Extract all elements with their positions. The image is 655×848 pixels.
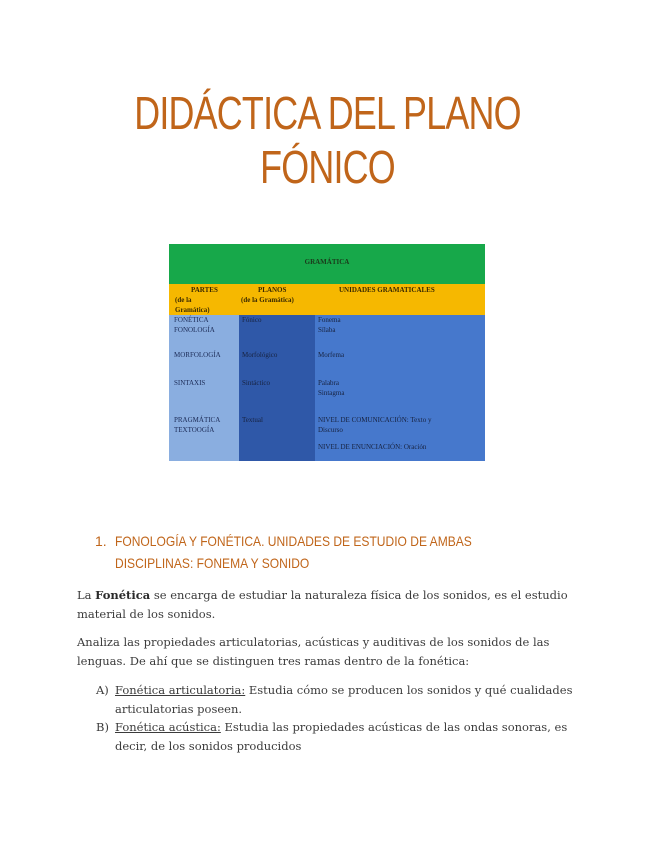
cell-morfologico: Morfológico [242, 351, 278, 359]
list-text [115, 718, 580, 756]
subheader-de-la: (de la [175, 296, 192, 304]
subheader-de-la-gramatica: (de la Gramática) [241, 296, 294, 304]
list-term: Fonética articulatoria: [115, 683, 246, 697]
subheader-planos: PLANOS [258, 286, 287, 294]
cell-sintagma: Sintagma [318, 389, 345, 397]
table-header: GRAMÁTICA [169, 244, 485, 284]
cell-fonico: Fónico [242, 316, 262, 324]
list-marker: A) [96, 683, 109, 697]
cell-morfema: Morfema [318, 351, 345, 359]
paragraph-rest: se encarga de estudiar la naturaleza física de los sonidos, es el estudio material de los sonidos. [77, 588, 568, 621]
cell-pragmatica: PRAGMÁTICA [174, 416, 221, 424]
page-title-line-2: FÓNICO [260, 141, 395, 193]
cell-silaba: Sílaba [318, 326, 336, 334]
paragraph-prefix: La [77, 588, 96, 602]
cell-sintactico: Sintáctico [242, 379, 270, 387]
cell-sintaxis: SINTAXIS [174, 379, 206, 387]
column-partes [169, 315, 239, 461]
grammar-table-image [169, 244, 485, 461]
list-description: Estudia las propiedades acústicas de las ondas sonoras, es decir, de los sonidos producidos [115, 720, 568, 753]
cell-textual: Textual [242, 416, 263, 424]
paragraph-fonetica [77, 586, 577, 624]
subheader-unidades: UNIDADES GRAMATICALES [339, 286, 435, 294]
cell-discurso: Discurso [318, 426, 343, 434]
subheader-partes: PARTES [191, 286, 218, 294]
subheader-gramatica: Gramática) [175, 306, 210, 314]
cell-nivel-comunicacion: NIVEL DE COMUNICACIÓN: Texto y [318, 416, 432, 424]
paragraph-analiza: Analiza las propiedades articulatorias, acústicas y auditivas de los sonidos de las lenguas. De ahí que se distinguen tres ramas dentro de la fonética: [77, 635, 550, 668]
table-subheader [169, 284, 485, 315]
cell-palabra: Palabra [318, 379, 339, 387]
column-unidades [315, 315, 485, 461]
column-planos [239, 315, 315, 461]
list-marker: B) [96, 720, 109, 734]
term-fonetica: Fonética [95, 588, 151, 602]
cell-morfologia: MORFOLOGÍA [174, 351, 221, 359]
cell-nivel-enunciacion: NIVEL DE ENUNCIACIÓN: Oración [318, 443, 427, 451]
list-term: Fonética acústica: [115, 720, 221, 734]
list-text [115, 681, 580, 719]
cell-fonema: Fonema [318, 316, 341, 324]
cell-fonetica: FONÉTICA [174, 316, 209, 324]
section-number: 1. [95, 533, 107, 549]
cell-textoogia: TEXTOOGÍA [174, 426, 215, 434]
page-title-line-1: DIDÁCTICA DEL PLANO [134, 87, 521, 139]
page-title [0, 86, 655, 194]
section-heading-text: FONOLOGÍA Y FONÉTICA. UNIDADES DE ESTUDIO DE AMBAS DISCIPLINAS: FONEMA Y SONIDO [115, 533, 472, 571]
cell-fonologia: FONOLOGÍA [174, 326, 215, 334]
list-description: Estudia cómo se producen los sonidos y qué cualidades articulatorias poseen. [115, 683, 573, 716]
